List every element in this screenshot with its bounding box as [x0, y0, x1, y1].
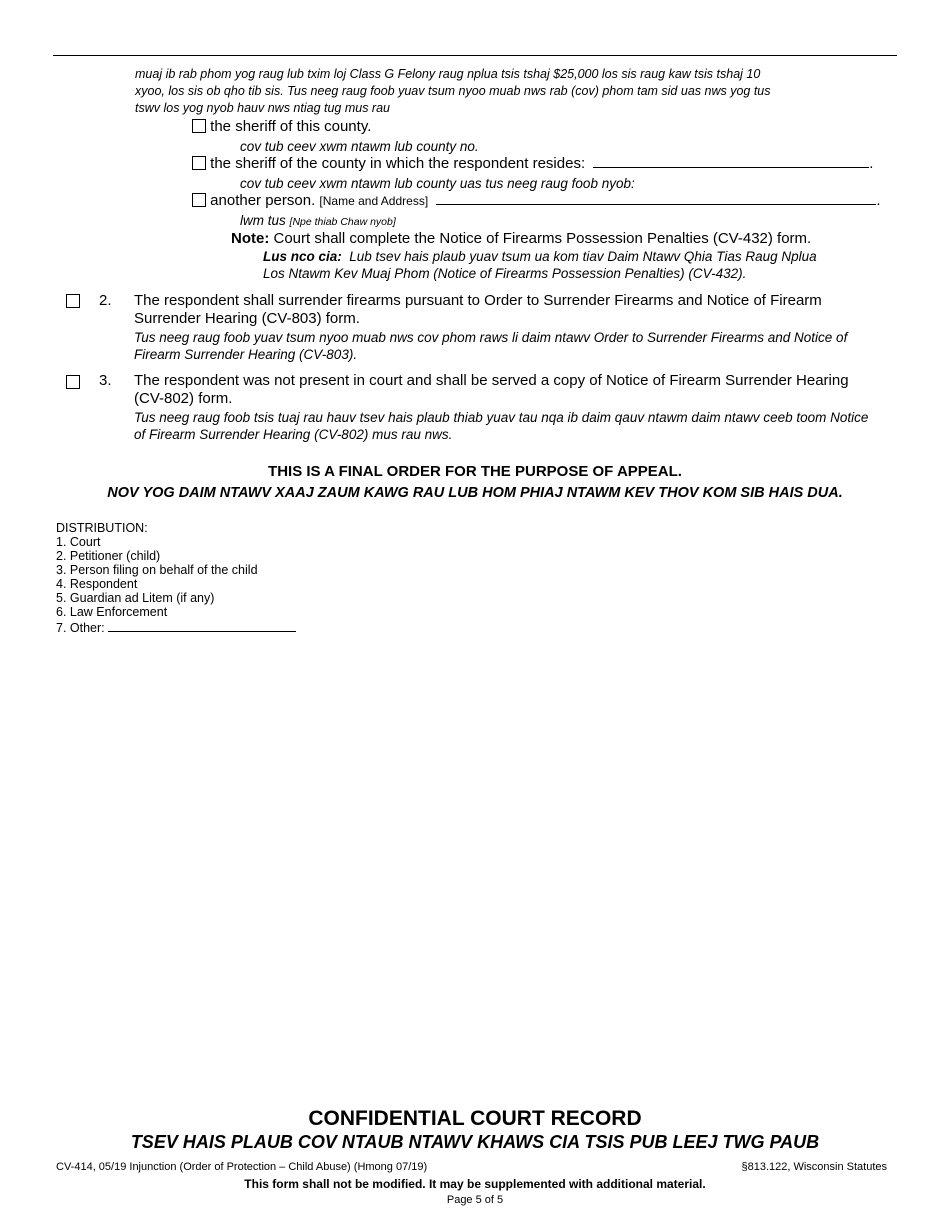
period: .	[869, 155, 874, 172]
item-3-hmong-line-1: Tus neeg raug foob tsis tuaj rau hauv tsev hais plaub thiab yuav tau nqa ib daim qauv ntawm daim ntawv ceeb toom Notice	[134, 410, 869, 425]
sheriff-county-checkbox[interactable]	[192, 119, 206, 133]
note-text: Court shall complete the Notice of Firearms Possession Penalties (CV-432) form.	[273, 230, 812, 247]
item-2-hmong-line-2: Firearm Surrender Hearing (CV-803).	[134, 347, 358, 362]
distribution-item: 3. Person filing on behalf of the child	[56, 563, 258, 577]
item-3-text	[134, 372, 899, 408]
intro-line-1: muaj ib rab phom yog raug lub txim loj Class G Felony raug nplua tsis tshaj $25,000 los sis raug kaw tsis tshaj 10	[135, 67, 761, 81]
note-hmong	[263, 248, 817, 282]
option-sheriff-respondent[interactable]	[192, 155, 892, 173]
note-hmong-line-2: Los Ntawm Kev Muaj Phom (Notice of Firearms Possession Penalties) (CV-432).	[263, 266, 747, 281]
note-hmong-label: Lus nco cia:	[263, 249, 342, 264]
item-3-checkbox-wrap[interactable]	[66, 374, 80, 392]
distribution-item: 4. Respondent	[56, 577, 138, 591]
option-another-person[interactable]	[192, 192, 892, 210]
another-person-hmong-label: lwm tus	[240, 213, 286, 228]
item-2-checkbox[interactable]	[66, 294, 80, 308]
distribution-item-other	[56, 619, 296, 635]
intro-hmong-paragraph	[135, 66, 895, 117]
another-person-label: another person.	[210, 192, 316, 209]
name-address-label: [Name and Address]	[319, 194, 429, 208]
period: .	[876, 192, 881, 209]
distribution-other-field[interactable]	[108, 619, 296, 632]
item-2-line-1: The respondent shall surrender firearms pursuant to Order to Surrender Firearms and Notice of Firearm	[134, 292, 822, 309]
item-2-text	[134, 292, 899, 328]
modification-notice: This form shall not be modified. It may be supplemented with additional material.	[244, 1177, 706, 1191]
item-2-hmong	[134, 329, 899, 363]
sheriff-respondent-county-field[interactable]	[593, 167, 869, 168]
final-order-heading: THIS IS A FINAL ORDER FOR THE PURPOSE OF APPEAL.	[268, 463, 682, 480]
another-person-checkbox[interactable]	[192, 193, 206, 207]
item-2-line-2: Surrender Hearing (CV-803) form.	[134, 310, 360, 327]
top-rule	[53, 55, 897, 56]
distribution-item: 2. Petitioner (child)	[56, 549, 161, 563]
sheriff-respondent-hmong: cov tub ceev xwm ntawm lub county uas tus neeg raug foob nyob:	[240, 176, 635, 191]
final-order-hmong-heading: NOV YOG DAIM NTAWV XAAJ ZAUM KAWG RAU LUB HOM PHIAJ NTAWM KEV THOV KOM SIB HAIS DUA.	[107, 485, 843, 501]
item-3-line-2: (CV-802) form.	[134, 390, 233, 407]
item-2-checkbox-wrap[interactable]	[66, 293, 80, 311]
sheriff-respondent-checkbox[interactable]	[192, 156, 206, 170]
intro-line-2: xyoo, los sis ob qho tib sis. Tus neeg raug foob yuav tsum nyoo muab nws rab (cov) phom tam sid uas nws yog tus	[135, 84, 771, 98]
sheriff-county-hmong: cov tub ceev xwm ntawm lub county no.	[240, 139, 479, 154]
item-3-checkbox[interactable]	[66, 375, 80, 389]
statute-reference: §813.122, Wisconsin Statutes	[741, 1161, 887, 1173]
another-person-name-address-field[interactable]	[436, 204, 876, 205]
item-2-number: 2.	[99, 292, 112, 309]
item-3-hmong-line-2: of Firearm Surrender Hearing (CV-802) mus rau nws.	[134, 427, 453, 442]
sheriff-county-label: the sheriff of this county.	[210, 118, 372, 135]
note-label: Note:	[231, 230, 270, 247]
item-3-line-1: The respondent was not present in court and shall be served a copy of Notice of Firearm Surrender Hearing	[134, 372, 849, 389]
note	[231, 230, 811, 248]
note-hmong-line-1: Lub tsev hais plaub yuav tsum ua kom tiav Daim Ntawv Qhia Tias Raug Nplua	[349, 249, 817, 264]
form-id: CV-414, 05/19 Injunction (Order of Protection – Child Abuse) (Hmong 07/19)	[56, 1161, 428, 1173]
distribution-other-label: 7. Other:	[56, 621, 105, 635]
confidential-heading: CONFIDENTIAL COURT RECORD	[308, 1107, 642, 1130]
page-number: Page 5 of 5	[446, 1194, 504, 1206]
distribution-title: DISTRIBUTION:	[56, 521, 148, 535]
item-2-hmong-line-1: Tus neeg raug foob yuav tsum nyoo muab nws cov phom raws li daim ntawv Order to Surrender Firearms and Notice of	[134, 330, 848, 345]
name-address-hmong-label: [Npe thiab Chaw nyob]	[289, 216, 396, 228]
intro-line-3: tswv los yog nyob hauv nws ntiag tug mus rau	[135, 101, 390, 115]
sheriff-respondent-label: the sheriff of the county in which the respondent resides:	[210, 155, 586, 172]
option-sheriff-county[interactable]	[192, 118, 371, 136]
another-person-hmong	[240, 212, 396, 231]
item-3-hmong	[134, 409, 904, 443]
distribution-item: 1. Court	[56, 535, 101, 549]
item-3-number: 3.	[99, 372, 112, 389]
distribution-item: 6. Law Enforcement	[56, 605, 168, 619]
distribution-item: 5. Guardian ad Litem (if any)	[56, 591, 215, 605]
confidential-hmong-heading: TSEV HAIS PLAUB COV NTAUB NTAWV KHAWS CIA TSIS PUB LEEJ TWG PAUB	[130, 1132, 820, 1152]
distribution-list	[56, 521, 296, 635]
